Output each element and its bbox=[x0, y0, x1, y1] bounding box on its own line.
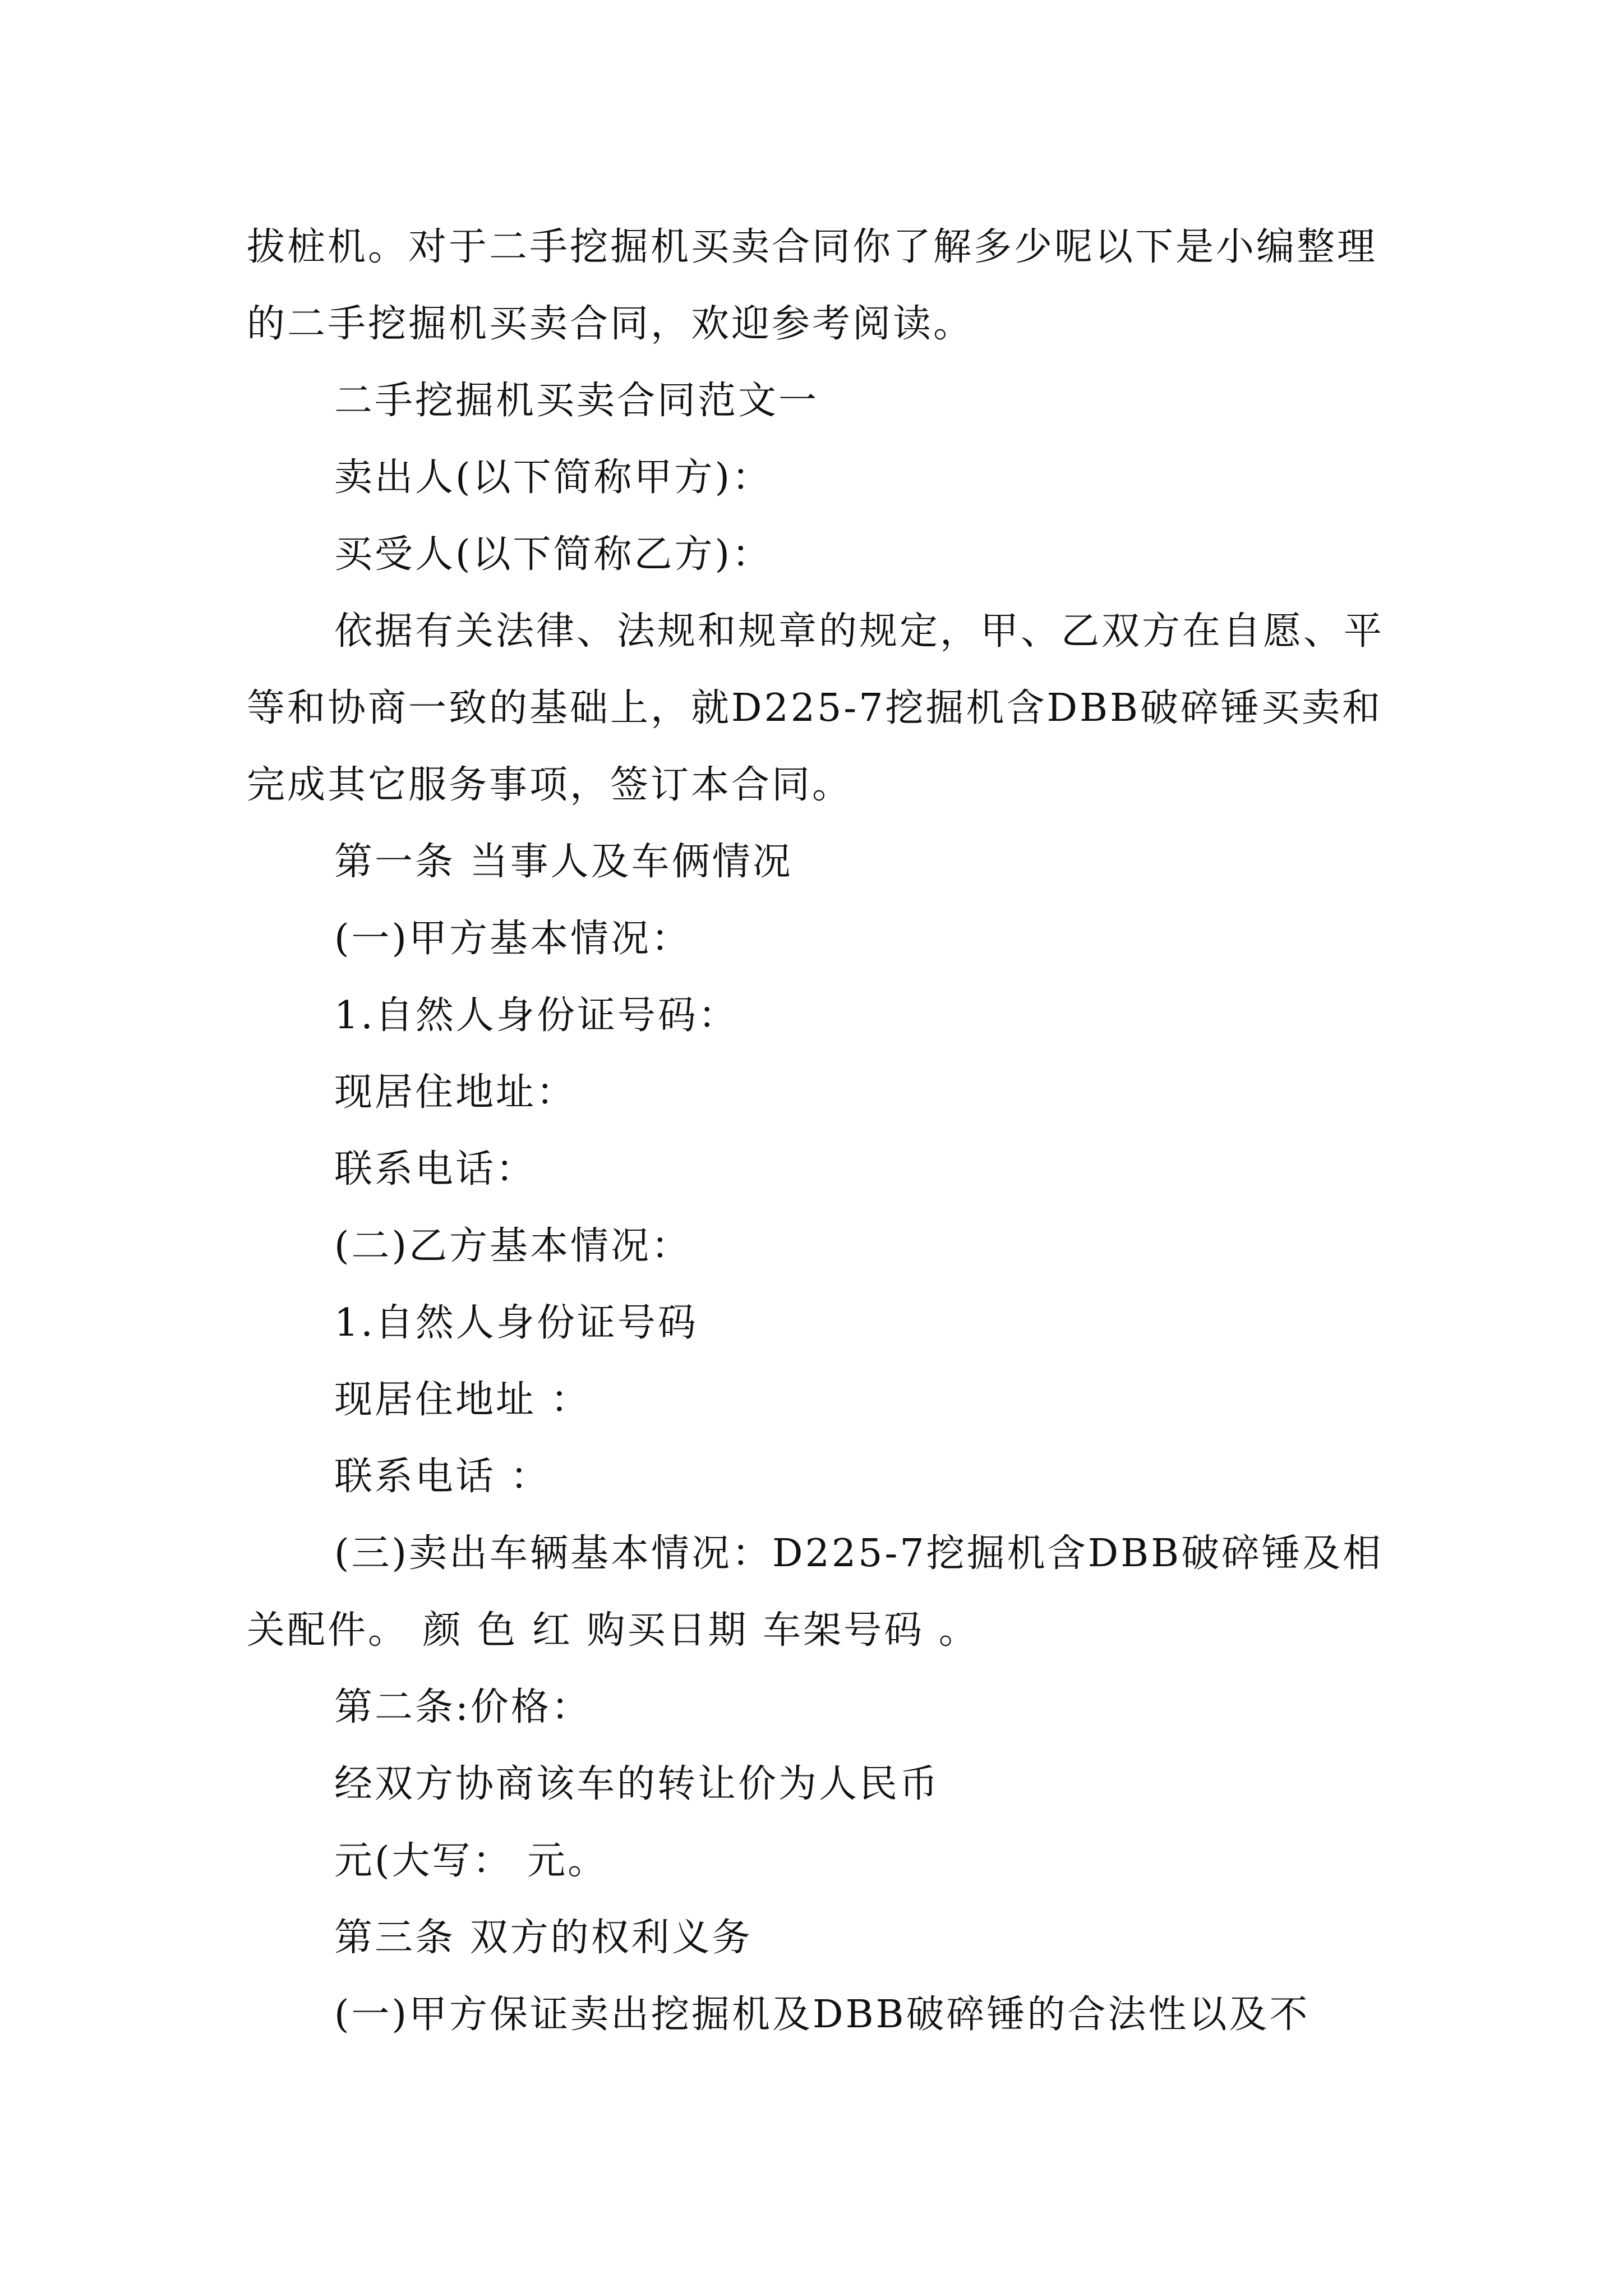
paragraph-buyer: 买受人(以下简称乙方)： bbox=[334, 532, 773, 577]
paragraph-party-a: (一)甲方基本情况： bbox=[334, 917, 692, 961]
document-body bbox=[247, 209, 1391, 2053]
paragraph-party-a-id: 1.自然人身份证号码： bbox=[334, 993, 739, 1038]
paragraph-party-b-address: 现居住地址 ： bbox=[334, 1378, 591, 1422]
paragraph-vehicle: (三)卖出车辆基本情况：D225-7挖掘机含DBB破碎锤及相关配件。 颜 色 红 购买日期 车架号码 。 bbox=[247, 1531, 1384, 1653]
paragraph-basis: 依据有关法律、法规和规章的规定，甲、乙双方在自愿、平等和协商一致的基础上，就D225-7挖掘机含DBB破碎锤买卖和完成其它服务事项，签订本合同。 bbox=[247, 609, 1385, 807]
paragraph-party-a-address: 现居住地址： bbox=[334, 1070, 577, 1115]
paragraph-heading: 二手挖掘机买卖合同范文一 bbox=[334, 379, 819, 423]
paragraph-price: 经双方协商该车的转让价为人民币 bbox=[334, 1762, 940, 1806]
paragraph-party-b-phone: 联系电话 ： bbox=[334, 1455, 551, 1499]
paragraph-intro: 拔桩机。对于二手挖掘机买卖合同你了解多少呢以下是小编整理的二手挖掘机买卖合同，欢迎参考阅读。 bbox=[247, 225, 1378, 346]
paragraph-seller: 卖出人(以下简称甲方)： bbox=[334, 455, 773, 500]
paragraph-party-b-id: 1.自然人身份证号码 bbox=[334, 1301, 698, 1345]
paragraph-guarantee: (一)甲方保证卖出挖掘机及DBB破碎锤的合法性以及不 bbox=[334, 1993, 1310, 2037]
paragraph-party-b: (二)乙方基本情况： bbox=[334, 1224, 692, 1268]
paragraph-party-a-phone: 联系电话： bbox=[334, 1147, 537, 1191]
paragraph-price-words: 元(大写： 元。 bbox=[334, 1839, 608, 1883]
paragraph-article-1: 第一条 当事人及车俩情况 bbox=[334, 840, 793, 884]
paragraph-article-2: 第二条:价格： bbox=[334, 1685, 592, 1729]
paragraph-article-3: 第三条 双方的权利义务 bbox=[334, 1916, 753, 1960]
